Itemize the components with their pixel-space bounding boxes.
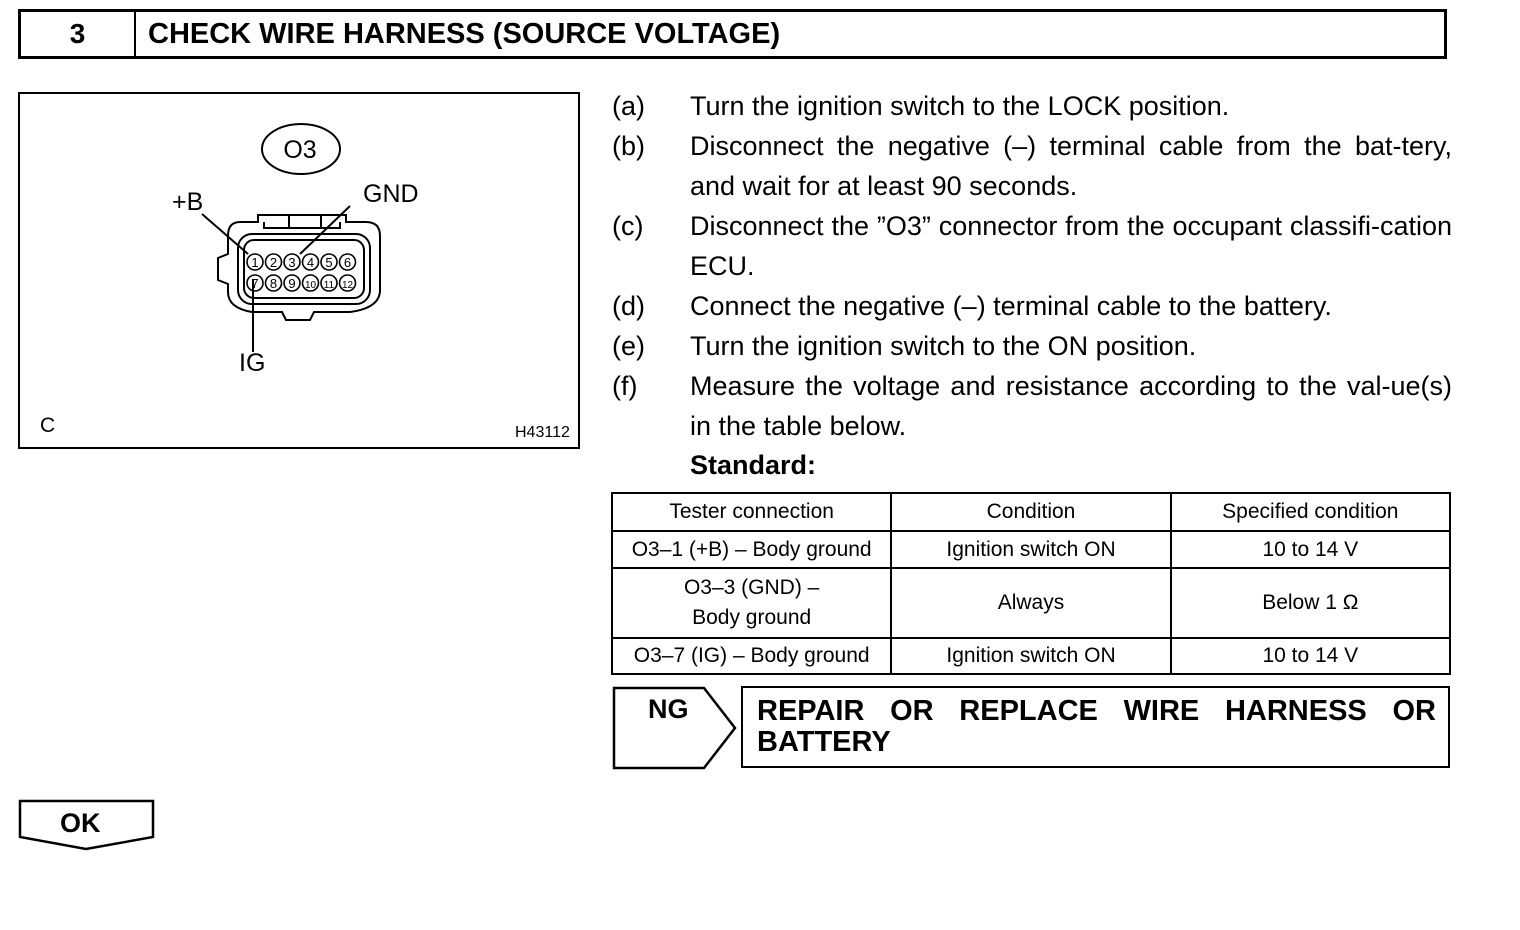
procedure-steps (612, 86, 1452, 484)
table-row (612, 638, 1450, 674)
step-title: CHECK WIRE HARNESS (SOURCE VOLTAGE) (148, 17, 781, 50)
ng-result-word: OR (1392, 695, 1436, 727)
figure-code: H43112 (515, 424, 570, 441)
table-row (612, 568, 1450, 638)
step-letter: (e) (612, 331, 645, 361)
connector-pin-number: 1 (251, 255, 259, 270)
table-cell-specified: Below 1 Ω (1171, 568, 1450, 638)
connector-pin-number: 7 (251, 276, 259, 291)
table-header: Specified condition (1171, 493, 1450, 531)
step-letter: (f) (612, 371, 638, 401)
connector-pin-number: 5 (325, 255, 333, 270)
table-header: Condition (891, 493, 1170, 531)
connector-pin-number: 11 (323, 280, 335, 291)
terminal-gnd-label: GND (363, 180, 419, 208)
ng-result-word: OR (890, 695, 934, 727)
connector-label: O3 (283, 136, 317, 164)
step-number: 3 (21, 12, 136, 56)
ng-result-word: HARNESS (1224, 695, 1367, 727)
connection-line: O3–3 (GND) – (683, 576, 820, 599)
ng-result-word: WIRE (1123, 695, 1200, 727)
procedure-step (612, 326, 1452, 366)
step-text: Disconnect the negative (–) terminal cable from the bat-tery, and wait for at least 90 seconds. (690, 131, 1452, 201)
connector-pin-number: 10 (304, 280, 317, 291)
table-cell-specified: 10 to 14 V (1171, 531, 1450, 568)
table-header: Tester connection (612, 493, 891, 531)
table-cell-connection: O3–1 (+B) – Body ground (612, 531, 891, 568)
step-text: Measure the voltage and resistance according to the val-ue(s) in the table below. (690, 371, 1452, 441)
table-cell-connection: O3–7 (IG) – Body ground (612, 638, 891, 674)
table-cell-connection (612, 568, 891, 638)
b-leader-line (202, 214, 248, 254)
ng-result-line1 (757, 696, 1436, 727)
connector-pin-number: 4 (306, 255, 315, 270)
terminal-ig-label: IG (239, 349, 266, 377)
connector-figure (18, 92, 580, 449)
gnd-leader-line (300, 206, 350, 254)
table-cell-condition: Always (891, 568, 1170, 638)
connector-pin-number: 12 (341, 280, 354, 291)
ng-result-line2: BATTERY (757, 726, 891, 758)
connector-pin-number: 3 (288, 255, 296, 270)
connection-line: Body ground (692, 606, 812, 629)
step-letter: (b) (612, 131, 645, 161)
step-letter: (d) (612, 291, 645, 321)
table-row (612, 531, 1450, 568)
ok-label: OK (60, 808, 101, 838)
ng-result-box (741, 686, 1450, 768)
table-header-row (612, 493, 1450, 531)
table-cell-condition: Ignition switch ON (891, 638, 1170, 674)
step-letter: (c) (612, 211, 644, 241)
figure-corner-letter: C (40, 414, 56, 437)
connector-pin-number: 8 (269, 276, 278, 291)
specification-table (611, 492, 1451, 675)
ng-result-word: REPLACE (959, 695, 1098, 727)
procedure-step (612, 86, 1452, 126)
procedure-step (612, 366, 1452, 446)
step-letter: (a) (612, 91, 645, 121)
step-header (18, 9, 1447, 59)
terminal-b-label: +B (172, 188, 204, 216)
step-text: Disconnect the ”O3” connector from the occupant classifi-cation ECU. (690, 211, 1452, 281)
ng-result-word: REPAIR (757, 695, 865, 727)
table-cell-specified: 10 to 14 V (1171, 638, 1450, 674)
step-text: Connect the negative (–) terminal cable to the battery. (690, 291, 1332, 321)
procedure-step (612, 286, 1452, 326)
ng-label: NG (648, 694, 689, 724)
standard-label: Standard: (690, 450, 817, 480)
connector-pin-number: 6 (343, 255, 352, 270)
step-text: Turn the ignition switch to the ON position. (690, 331, 1197, 361)
procedure-step (612, 126, 1452, 206)
procedure-step (612, 206, 1452, 286)
connector-pin-number: 9 (288, 276, 296, 291)
connector-pin-number: 2 (269, 255, 278, 270)
step-text: Turn the ignition switch to the LOCK position. (690, 91, 1230, 121)
table-cell-condition: Ignition switch ON (891, 531, 1170, 568)
